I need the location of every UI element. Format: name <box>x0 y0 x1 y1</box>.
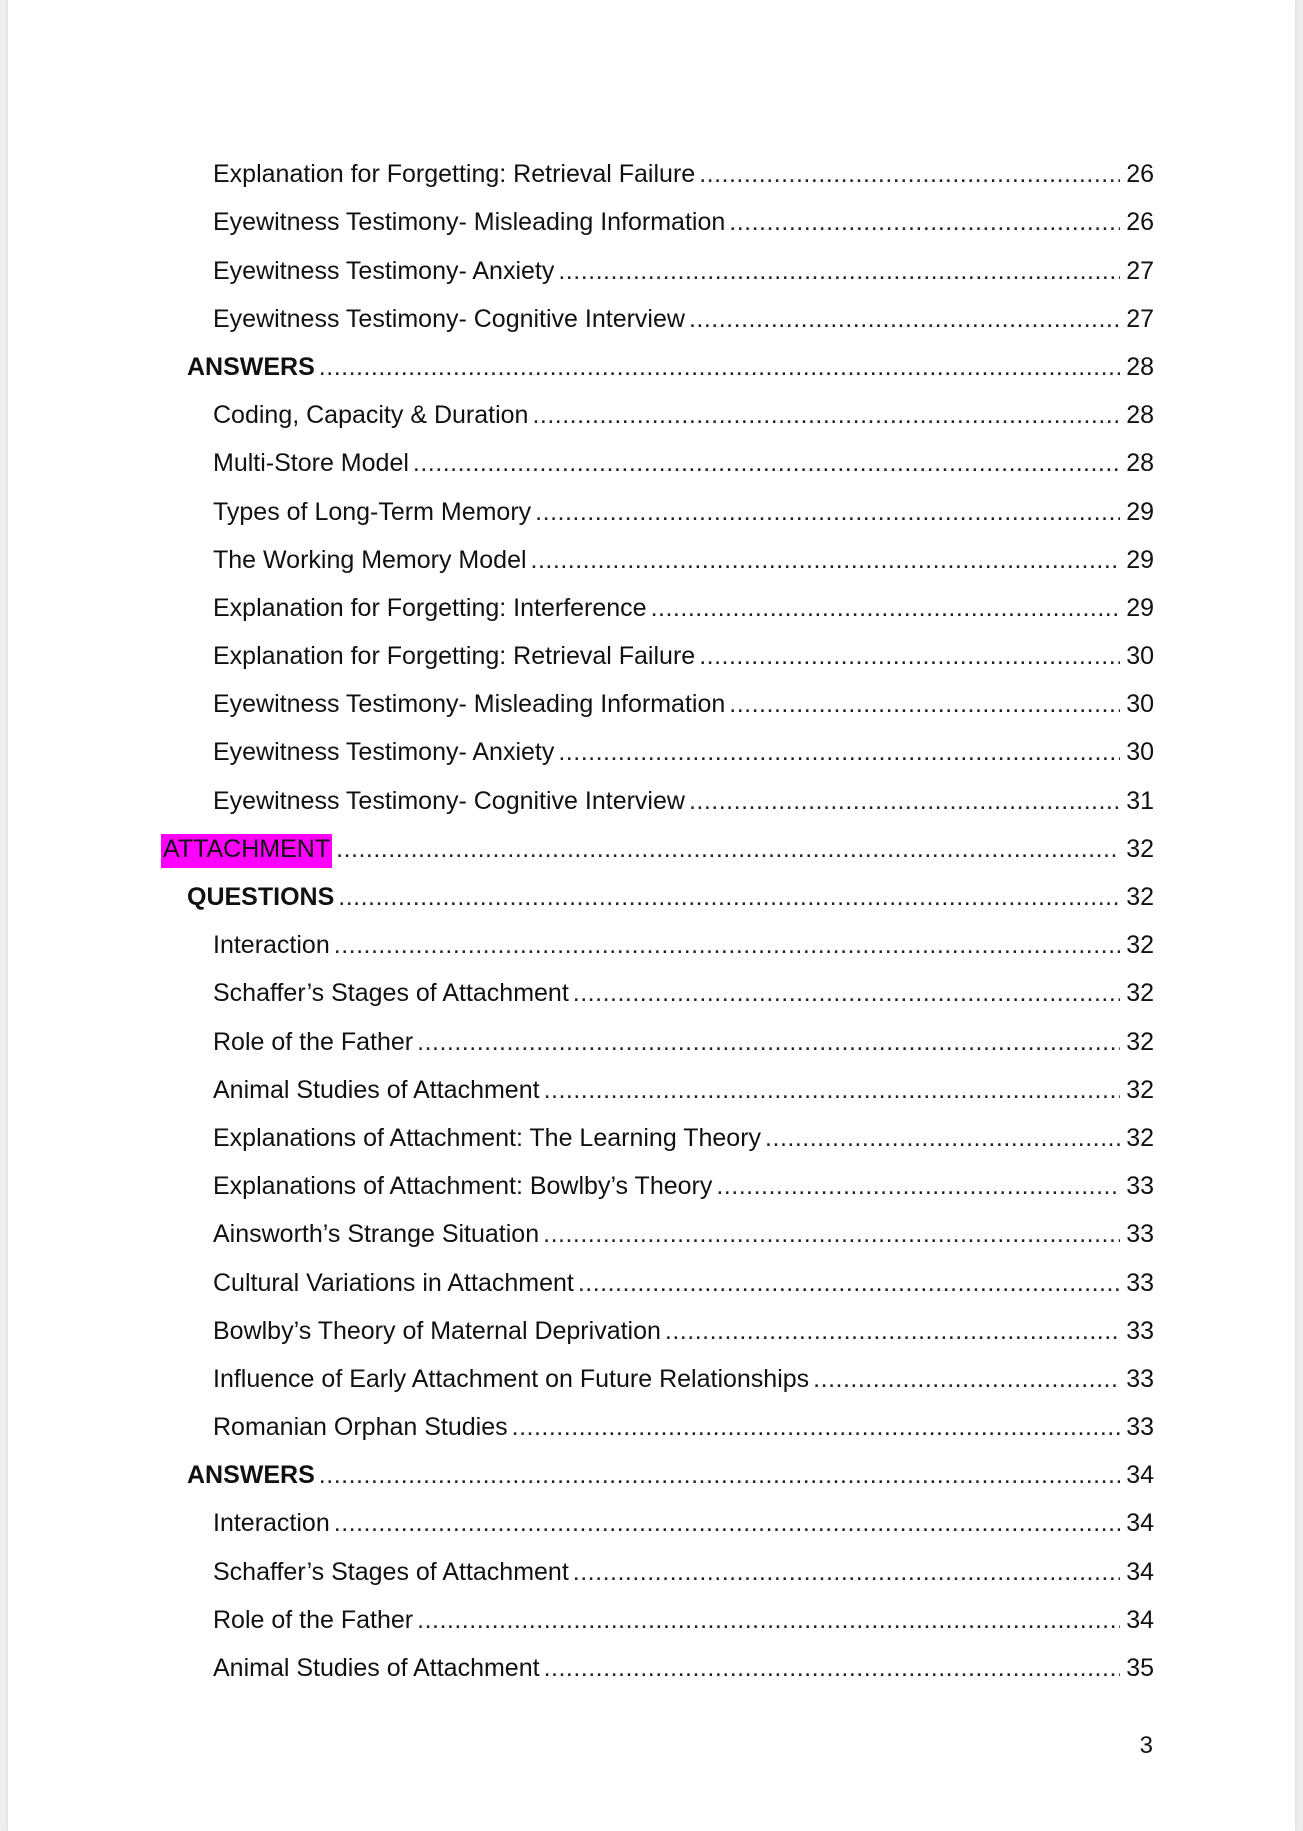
toc-entry-title: Explanation for Forgetting: Retrieval Failure <box>213 160 696 189</box>
toc-entry-title: Eyewitness Testimony- Cognitive Interview <box>213 786 685 815</box>
toc-entry-page: 30 <box>1126 690 1154 719</box>
toc-section-questions[interactable] <box>8 868 1295 916</box>
toc-entry-title: Eyewitness Testimony- Misleading Information <box>213 690 726 719</box>
toc-leader-dots <box>716 1171 1120 1205</box>
toc-entry-page: 28 <box>1126 449 1154 478</box>
toc-entry-title: Explanations of Attachment: Bowlby’s Theory <box>213 1172 713 1201</box>
toc-entry-page: 34 <box>1126 1557 1154 1586</box>
toc-entry-page: 34 <box>1126 1605 1154 1634</box>
toc-entry[interactable] <box>8 1061 1295 1109</box>
toc-entry[interactable] <box>8 916 1295 964</box>
toc-entry[interactable] <box>8 964 1295 1012</box>
toc-entry[interactable] <box>8 241 1295 289</box>
toc-entry[interactable] <box>8 145 1295 193</box>
toc-entry-title: Eyewitness Testimony- Anxiety <box>213 738 555 767</box>
toc-section-answers[interactable] <box>8 338 1295 386</box>
toc-entry[interactable] <box>8 1205 1295 1253</box>
toc-entry-page: 33 <box>1126 1220 1154 1249</box>
toc-entry[interactable] <box>8 1302 1295 1350</box>
toc-leader-dots <box>765 1123 1120 1157</box>
toc-entry-title: ANSWERS <box>187 1461 315 1490</box>
toc-entry[interactable] <box>8 1639 1295 1687</box>
toc-entry-title: Romanian Orphan Studies <box>213 1413 508 1442</box>
toc-entry-title: Influence of Early Attachment on Future Relationships <box>213 1364 810 1393</box>
toc-entry-page: 30 <box>1126 642 1154 671</box>
toc-entry-title: Bowlby’s Theory of Maternal Deprivation <box>213 1316 661 1345</box>
toc-entry-page: 32 <box>1126 883 1154 911</box>
toc-leader-dots <box>544 1075 1121 1109</box>
toc-entry-page: 29 <box>1126 497 1154 526</box>
toc-entry-title: Schaffer’s Stages of Attachment <box>213 979 569 1008</box>
toc-entry[interactable] <box>8 675 1295 723</box>
toc-leader-dots <box>578 1268 1120 1302</box>
toc-leader-dots <box>531 545 1121 579</box>
toc-entry[interactable] <box>8 627 1295 675</box>
toc-entry-title: Types of Long-Term Memory <box>213 497 532 526</box>
toc-entry[interactable] <box>8 579 1295 627</box>
toc-entry-title: Role of the Father <box>213 1027 414 1056</box>
toc-entry-title: Cultural Variations in Attachment <box>213 1268 574 1297</box>
toc-entry-page: 33 <box>1126 1316 1154 1345</box>
toc-entry[interactable] <box>8 531 1295 579</box>
toc-leader-dots <box>413 448 1120 482</box>
toc-entry-page: 34 <box>1126 1509 1154 1538</box>
table-of-contents <box>8 145 1295 1687</box>
toc-entry-page: 32 <box>1126 979 1154 1008</box>
toc-entry-page: 32 <box>1126 1123 1154 1152</box>
toc-entry-title: Interaction <box>213 1509 330 1538</box>
toc-entry-page: 28 <box>1126 401 1154 430</box>
toc-entry[interactable] <box>8 193 1295 241</box>
toc-entry-page: 33 <box>1126 1413 1154 1442</box>
toc-leader-dots <box>544 1653 1121 1687</box>
toc-leader-dots <box>699 641 1120 675</box>
toc-entry-page: 33 <box>1126 1268 1154 1297</box>
toc-leader-dots <box>417 1605 1120 1639</box>
toc-leader-dots <box>689 304 1120 338</box>
toc-entry[interactable] <box>8 771 1295 819</box>
toc-leader-dots <box>558 737 1120 771</box>
toc-leader-dots <box>338 882 1120 916</box>
toc-entry[interactable] <box>8 1542 1295 1590</box>
toc-leader-dots <box>336 834 1120 868</box>
toc-leader-dots <box>512 1412 1121 1446</box>
toc-entry-page: 31 <box>1126 786 1154 815</box>
toc-entry-title: Eyewitness Testimony- Anxiety <box>213 256 555 285</box>
toc-entry-title: Animal Studies of Attachment <box>213 1654 540 1682</box>
toc-leader-dots <box>535 497 1120 531</box>
toc-entry-title: Eyewitness Testimony- Misleading Information <box>213 208 726 237</box>
toc-entry[interactable] <box>8 1494 1295 1542</box>
toc-entry[interactable] <box>8 1350 1295 1398</box>
toc-entry-title: Explanation for Forgetting: Retrieval Failure <box>213 642 696 671</box>
toc-leader-dots <box>532 400 1120 434</box>
toc-entry[interactable] <box>8 1253 1295 1301</box>
toc-entry-title: Multi-Store Model <box>213 449 409 478</box>
toc-entry-title: Schaffer’s Stages of Attachment <box>213 1557 569 1586</box>
toc-leader-dots <box>319 352 1120 386</box>
toc-leader-dots <box>699 159 1120 193</box>
toc-entry-title: Animal Studies of Attachment <box>213 1075 540 1104</box>
toc-entry-title: Interaction <box>213 931 330 960</box>
toc-entry-page: 29 <box>1126 545 1154 574</box>
toc-entry[interactable] <box>8 723 1295 771</box>
toc-entry[interactable] <box>8 1398 1295 1446</box>
toc-entry-title: Explanations of Attachment: The Learning Theory <box>213 1123 762 1152</box>
toc-leader-dots <box>813 1364 1120 1398</box>
toc-entry-title: ANSWERS <box>187 352 315 381</box>
toc-entry[interactable] <box>8 434 1295 482</box>
page-number: 3 <box>1139 1732 1153 1759</box>
toc-entry-page: 28 <box>1126 352 1154 381</box>
toc-entry-page: 33 <box>1126 1364 1154 1393</box>
toc-entry-title: Eyewitness Testimony- Cognitive Interview <box>213 304 685 333</box>
toc-entry-page: 29 <box>1126 593 1154 622</box>
toc-entry-page: 26 <box>1126 208 1154 237</box>
toc-entry-title: The Working Memory Model <box>213 545 527 574</box>
toc-entry-title: QUESTIONS <box>187 883 335 911</box>
toc-leader-dots <box>729 207 1120 241</box>
toc-entry-title: Explanation for Forgetting: Interference <box>213 593 647 622</box>
toc-leader-dots <box>573 1557 1120 1591</box>
toc-entry-page: 33 <box>1126 1172 1154 1201</box>
toc-entry-page: 32 <box>1126 931 1154 960</box>
toc-leader-dots <box>558 256 1120 290</box>
toc-leader-dots <box>417 1027 1120 1061</box>
toc-leader-dots <box>334 930 1120 964</box>
toc-entry-title-highlighted: ATTACHMENT <box>161 834 332 868</box>
toc-entry-page: 35 <box>1126 1654 1154 1682</box>
toc-entry-page: 27 <box>1126 256 1154 285</box>
toc-leader-dots <box>729 689 1120 723</box>
toc-leader-dots <box>665 1316 1120 1350</box>
toc-leader-dots <box>334 1508 1120 1542</box>
toc-entry[interactable] <box>8 1109 1295 1157</box>
toc-entry-page: 32 <box>1126 1075 1154 1104</box>
toc-chapter-attachment[interactable] <box>8 820 1295 868</box>
toc-leader-dots <box>543 1219 1120 1253</box>
toc-entry-page: 32 <box>1126 834 1154 863</box>
toc-entry-title: Ainsworth’s Strange Situation <box>213 1220 540 1249</box>
toc-entry[interactable] <box>8 386 1295 434</box>
toc-entry-page: 32 <box>1126 1027 1154 1056</box>
toc-entry-title: Coding, Capacity & Duration <box>213 401 529 430</box>
toc-entry[interactable] <box>8 1591 1295 1639</box>
toc-entry-title: Role of the Father <box>213 1605 414 1634</box>
toc-leader-dots <box>651 593 1121 627</box>
toc-entry[interactable] <box>8 482 1295 530</box>
toc-entry[interactable] <box>8 290 1295 338</box>
toc-entry-page: 27 <box>1126 304 1154 333</box>
document-page <box>8 0 1295 1831</box>
toc-leader-dots <box>319 1460 1120 1494</box>
toc-entry[interactable] <box>8 1157 1295 1205</box>
toc-leader-dots <box>689 786 1120 820</box>
toc-entry-page: 34 <box>1126 1461 1154 1490</box>
toc-leader-dots <box>573 978 1120 1012</box>
toc-section-answers[interactable] <box>8 1446 1295 1494</box>
toc-entry-page: 26 <box>1126 160 1154 189</box>
toc-entry[interactable] <box>8 1012 1295 1060</box>
toc-entry-page: 30 <box>1126 738 1154 767</box>
